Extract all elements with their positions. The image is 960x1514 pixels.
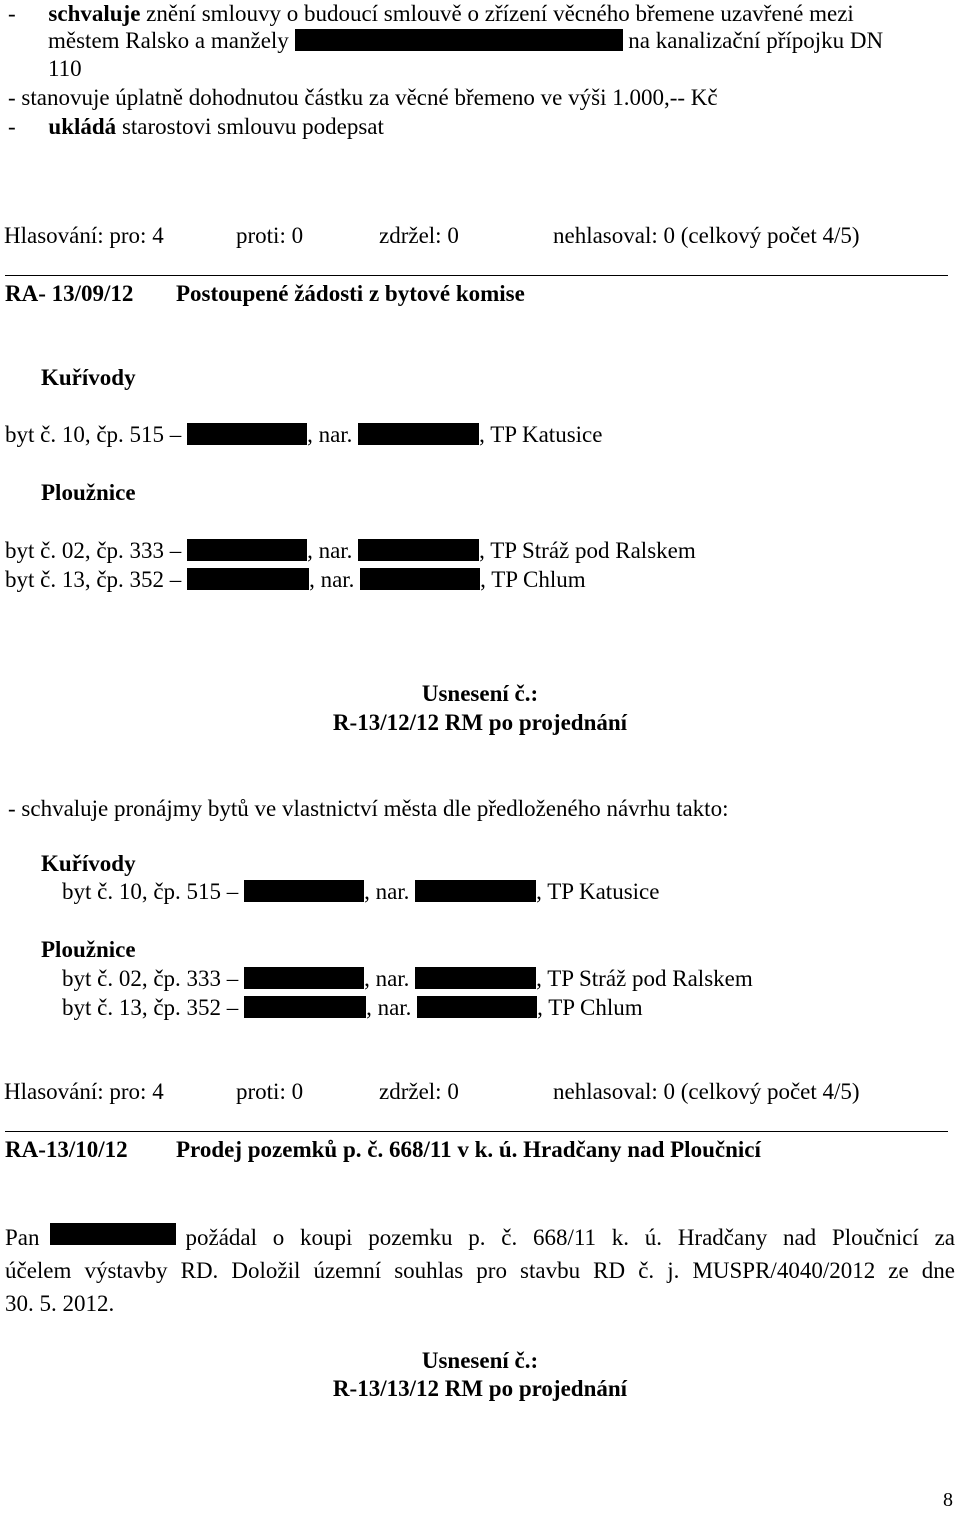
text: , TP Katusice bbox=[479, 422, 603, 447]
text: Pan bbox=[5, 1225, 40, 1250]
vote-proti: proti: 0 bbox=[236, 1079, 304, 1104]
redaction-bar bbox=[358, 423, 479, 445]
paragraph-line: účelem výstavby RD. Doložil územní souhlas pro stavbu RD č. j. MUSPR/4040/2012 ze dne bbox=[5, 1258, 955, 1283]
text: , TP Stráž pod Ralskem bbox=[479, 538, 696, 563]
text: byt č. 02, čp. 333 – bbox=[62, 966, 239, 991]
flat-row bbox=[62, 878, 659, 906]
text: , nar. bbox=[366, 995, 412, 1020]
text: byt č. 10, čp. 515 – bbox=[5, 422, 182, 447]
resolution-item-uklada bbox=[8, 113, 384, 141]
text: , nar. bbox=[309, 567, 355, 592]
agenda-item-title: Postoupené žádosti z bytové komise bbox=[176, 281, 525, 306]
flat-row bbox=[5, 537, 696, 565]
redaction-bar bbox=[187, 568, 309, 590]
text: , TP Chlum bbox=[480, 567, 586, 592]
flat-row bbox=[62, 965, 753, 993]
redaction-bar bbox=[358, 539, 479, 561]
keyword-uklada: ukládá bbox=[48, 114, 117, 139]
text: znění smlouvy o budoucí smlouvě o zřízení věcného břemene uzavřené mezi bbox=[146, 1, 854, 26]
redaction-bar bbox=[187, 539, 307, 561]
text: , TP Katusice bbox=[536, 879, 660, 904]
flat-row bbox=[5, 566, 586, 594]
agenda-item-code: RA- 13/09/12 bbox=[5, 281, 134, 306]
resolution-number: R-13/12/12 RM po projednání bbox=[332, 710, 628, 735]
flat-row bbox=[5, 421, 602, 449]
vote-proti: proti: 0 bbox=[236, 223, 304, 248]
redaction-bar bbox=[244, 967, 364, 989]
vote-pro: Hlasování: pro: 4 bbox=[4, 1079, 164, 1104]
text: byt č. 02, čp. 333 – bbox=[5, 538, 182, 563]
text: byt č. 13, čp. 352 – bbox=[5, 567, 182, 592]
redaction-bar bbox=[50, 1223, 176, 1245]
agenda-item-title: Prodej pozemků p. č. 668/11 v k. ú. Hradčany nad Ploučnicí bbox=[176, 1137, 761, 1162]
voting-result bbox=[0, 1078, 960, 1106]
resolution-label: Usnesení č.: bbox=[421, 1348, 539, 1373]
text: požádal o koupi pozemku p. č. 668/11 k. ú. Hradčany nad Ploučnicí za bbox=[185, 1225, 955, 1250]
page-number: 8 bbox=[943, 1489, 953, 1511]
redaction-bar bbox=[360, 568, 480, 590]
redaction-bar bbox=[415, 967, 536, 989]
resolution-label: Usnesení č.: bbox=[421, 681, 539, 706]
text: , nar. bbox=[364, 966, 410, 991]
vote-zdrzel: zdržel: 0 bbox=[379, 1079, 459, 1104]
resolution-item-schvaluje bbox=[8, 0, 854, 28]
text: , TP Chlum bbox=[537, 995, 643, 1020]
text: byt č. 10, čp. 515 – bbox=[62, 879, 239, 904]
text: městem Ralsko a manžely bbox=[48, 28, 289, 53]
vote-nehlasoval: nehlasoval: 0 (celkový počet 4/5) bbox=[553, 1079, 860, 1104]
bullet-dash: - bbox=[8, 114, 16, 139]
separator-line bbox=[5, 275, 948, 276]
bullet-dash: - bbox=[8, 1, 16, 26]
resolution-number: R-13/13/12 RM po projednání bbox=[332, 1376, 628, 1401]
vote-pro: Hlasování: pro: 4 bbox=[4, 223, 164, 248]
text: , TP Stráž pod Ralskem bbox=[536, 966, 753, 991]
text: byt č. 13, čp. 352 – bbox=[62, 995, 239, 1020]
text-line: 110 bbox=[48, 56, 82, 81]
paragraph-line bbox=[5, 1223, 955, 1252]
text: starostovi smlouvu podepsat bbox=[121, 114, 384, 139]
agenda-item-code: RA-13/10/12 bbox=[5, 1137, 128, 1162]
redaction-bar bbox=[415, 880, 536, 902]
locality-heading: Ploužnice bbox=[41, 480, 136, 505]
vote-nehlasoval: nehlasoval: 0 (celkový počet 4/5) bbox=[553, 223, 860, 248]
resolution-item-stanovuje: - stanovuje úplatně dohodnutou částku za věcné břemeno ve výši 1.000,-- Kč bbox=[8, 85, 718, 110]
redaction-bar bbox=[417, 996, 537, 1018]
locality-heading: Ploužnice bbox=[41, 937, 136, 962]
redaction-bar bbox=[244, 996, 366, 1018]
separator-line bbox=[5, 1131, 948, 1132]
flat-row bbox=[62, 994, 643, 1022]
text: na kanalizační přípojku DN bbox=[628, 28, 884, 53]
text: , nar. bbox=[307, 538, 353, 563]
redaction-bar bbox=[187, 423, 307, 445]
voting-result bbox=[0, 222, 960, 250]
text: , nar. bbox=[307, 422, 353, 447]
keyword-schvaluje: schvaluje bbox=[48, 1, 141, 26]
locality-heading: Kuřívody bbox=[41, 851, 136, 876]
locality-heading: Kuřívody bbox=[41, 365, 136, 390]
text: , nar. bbox=[364, 879, 410, 904]
vote-zdrzel: zdržel: 0 bbox=[379, 223, 459, 248]
redaction-bar bbox=[244, 880, 364, 902]
resolution-text: - schvaluje pronájmy bytů ve vlastnictví města dle předloženého návrhu takto: bbox=[8, 796, 729, 821]
contract-parties-line bbox=[48, 27, 883, 55]
redaction-bar bbox=[295, 29, 623, 51]
paragraph-line: 30. 5. 2012. bbox=[5, 1291, 115, 1316]
